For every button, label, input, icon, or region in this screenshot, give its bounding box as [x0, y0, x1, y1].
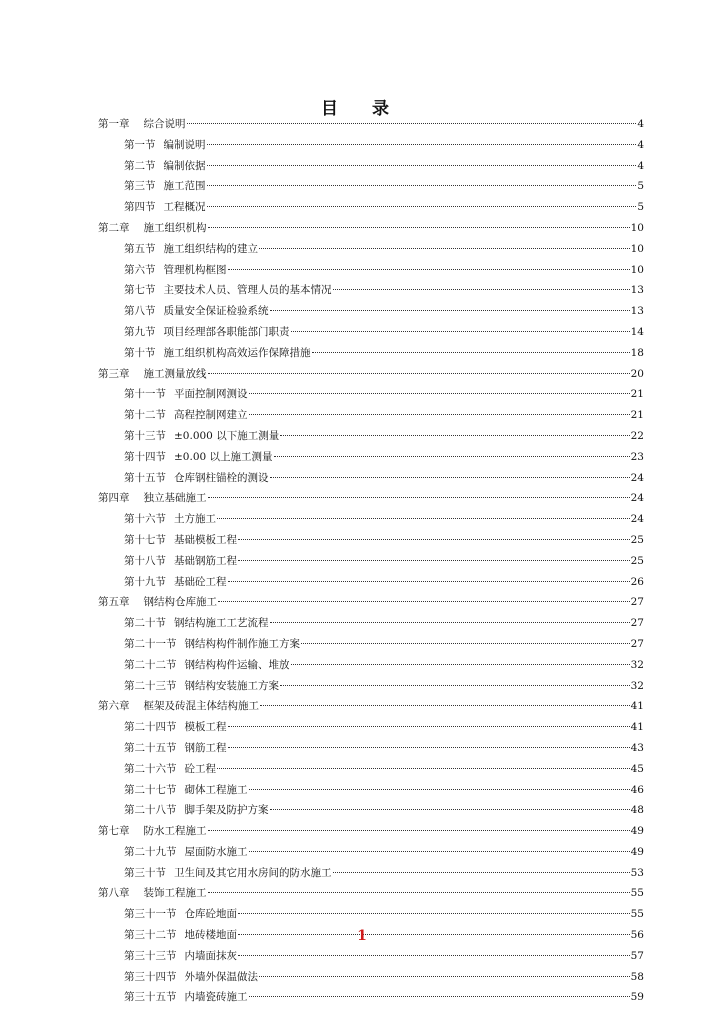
- toc-entry-page: 27: [630, 617, 644, 630]
- toc-entry-number: 第三十四节: [124, 970, 177, 983]
- toc-section-entry[interactable]: [98, 655, 644, 676]
- toc-dot-leader: [333, 872, 630, 873]
- toc-entry-page: 55: [630, 887, 644, 900]
- toc-entry-label: [124, 967, 258, 988]
- toc-entry-page: 24: [630, 471, 644, 484]
- toc-entry-page: 27: [630, 637, 644, 650]
- toc-entry-label: [98, 364, 207, 385]
- toc-dot-leader: [249, 414, 630, 415]
- toc-entry-label: [124, 197, 206, 218]
- toc-entry-text: 施工组织机构高效运作保障措施: [163, 346, 311, 359]
- toc-entry-page: 10: [630, 242, 644, 255]
- toc-section-entry[interactable]: [98, 634, 644, 655]
- toc-dot-leader: [260, 705, 630, 706]
- toc-dot-leader: [280, 435, 629, 436]
- toc-entry-text: 编制说明: [163, 138, 206, 151]
- toc-entry-page: 25: [630, 554, 644, 567]
- toc-entry-number: 第三十三节: [124, 949, 177, 962]
- toc-entry-label: [124, 738, 227, 759]
- toc-entry-number: 第九节: [124, 325, 156, 338]
- toc-entry-page: 49: [630, 825, 644, 838]
- toc-entry-text: 高程控制网建立: [174, 409, 248, 422]
- toc-entry-text: 脚手架及防护方案: [184, 804, 269, 817]
- toc-dot-leader: [218, 601, 630, 602]
- toc-entry-label: [124, 509, 216, 530]
- toc-entry-text: 施工组织结构的建立: [163, 242, 258, 255]
- toc-entry-label: [124, 260, 227, 281]
- toc-dot-leader: [249, 789, 630, 790]
- toc-section-entry[interactable]: [98, 301, 644, 322]
- toc-entry-text: 工程概况: [163, 201, 206, 214]
- toc-dot-leader: [312, 352, 630, 353]
- toc-chapter-entry[interactable]: [98, 821, 644, 842]
- toc-entry-label: [124, 613, 269, 634]
- toc-dot-leader: [208, 892, 630, 893]
- toc-entry-number: 第二十五节: [124, 741, 177, 754]
- toc-entry-page: 26: [630, 575, 644, 588]
- toc-entry-number: 第十八节: [124, 554, 166, 567]
- toc-entry-number: 第五节: [124, 242, 156, 255]
- toc-section-entry[interactable]: [98, 260, 644, 281]
- toc-entry-page: 45: [630, 762, 644, 775]
- toc-entry-page: 55: [630, 908, 644, 921]
- toc-entry-label: [124, 343, 311, 364]
- toc-section-entry[interactable]: [98, 551, 644, 572]
- toc-dot-leader: [217, 518, 630, 519]
- toc-entry-label: [124, 426, 279, 447]
- toc-entry-label: [124, 904, 237, 925]
- toc-chapter-entry[interactable]: [98, 114, 644, 135]
- toc-dot-leader: [238, 539, 630, 540]
- toc-entry-number: 第十二节: [124, 409, 166, 422]
- toc-entry-label: [124, 842, 248, 863]
- toc-section-entry[interactable]: [98, 967, 644, 988]
- toc-section-entry[interactable]: [98, 780, 644, 801]
- toc-entry-number: 第二十七节: [124, 783, 177, 796]
- toc-entry-text: 内墙瓷砖施工: [184, 991, 248, 1004]
- toc-entry-text: 施工范围: [163, 180, 206, 193]
- toc-entry-text: 卫生间及其它用水房间的防水施工: [174, 866, 332, 879]
- toc-entry-page: 14: [630, 325, 644, 338]
- toc-entry-text: 钢结构仓库施工: [143, 596, 217, 609]
- toc-section-entry[interactable]: [98, 842, 644, 863]
- toc-dot-leader: [301, 643, 630, 644]
- toc-chapter-entry[interactable]: [98, 218, 644, 239]
- toc-entry-page: 22: [630, 429, 644, 442]
- toc-entry-label: [124, 572, 227, 593]
- toc-dot-leader: [228, 726, 630, 727]
- toc-entry-number: 第三十一节: [124, 908, 177, 921]
- toc-entry-number: 第四节: [124, 201, 156, 214]
- toc-dot-leader: [270, 310, 630, 311]
- toc-dot-leader: [217, 768, 630, 769]
- toc-dot-leader: [249, 393, 630, 394]
- toc-entry-number: 第二十二节: [124, 658, 177, 671]
- toc-entry-number: 第七节: [124, 284, 156, 297]
- toc-entry-text: 钢结构安装施工方案: [184, 679, 279, 692]
- page-number: 1: [357, 928, 367, 944]
- toc-dot-leader: [270, 477, 630, 478]
- toc-entry-page: 5: [637, 180, 644, 193]
- toc-entry-number: 第二十节: [124, 617, 166, 630]
- toc-entry-text: 模板工程: [184, 721, 227, 734]
- toc-dot-leader: [207, 165, 637, 166]
- toc-section-entry[interactable]: [98, 904, 644, 925]
- toc-dot-leader: [270, 622, 630, 623]
- toc-entry-number: 第三节: [124, 180, 156, 193]
- toc-entry-text: ±0.000 以下施工测量: [174, 429, 280, 442]
- toc-entry-label: [98, 696, 259, 717]
- toc-chapter-entry[interactable]: [98, 883, 644, 904]
- toc-entry-text: ±0.00 以上施工测量: [174, 450, 273, 463]
- toc-section-entry[interactable]: [98, 156, 644, 177]
- toc-section-entry[interactable]: [98, 343, 644, 364]
- toc-entry-text: 仓库钢柱锚栓的测设: [174, 471, 269, 484]
- toc-dot-leader: [208, 830, 630, 831]
- toc-dot-leader: [228, 269, 630, 270]
- toc-entry-page: 43: [630, 741, 644, 754]
- toc-entry-label: [98, 114, 186, 135]
- toc-entry-number: 第十七节: [124, 533, 166, 546]
- toc-entry-label: [124, 863, 332, 884]
- toc-entry-label: [124, 717, 227, 738]
- toc-section-entry[interactable]: [98, 426, 644, 447]
- toc-entry-number: 第二十九节: [124, 845, 177, 858]
- toc-dot-leader: [228, 747, 630, 748]
- toc-entry-text: 砌体工程施工: [184, 783, 248, 796]
- toc-dot-leader: [187, 123, 637, 124]
- toc-entry-text: 独立基础施工: [143, 492, 207, 505]
- toc-entry-number: 第八章: [98, 887, 130, 900]
- toc-entry-label: [124, 759, 216, 780]
- toc-dot-leader: [249, 851, 630, 852]
- toc-entry-page: 21: [630, 409, 644, 422]
- toc-entry-text: 主要技术人员、管理人员的基本情况: [163, 284, 332, 297]
- toc-entry-text: 内墙面抹灰: [184, 949, 237, 962]
- toc-entry-page: 13: [630, 305, 644, 318]
- toc-entry-page: 4: [637, 118, 644, 130]
- toc-entry-number: 第二十八节: [124, 804, 177, 817]
- toc-entry-number: 第六章: [98, 700, 130, 713]
- toc-entry-page: 59: [630, 991, 644, 1004]
- toc-entry-number: 第二十四节: [124, 721, 177, 734]
- toc-dot-leader: [208, 227, 630, 228]
- toc-entry-page: 49: [630, 845, 644, 858]
- toc-entry-number: 第五章: [98, 596, 130, 609]
- toc-entry-number: 第一节: [124, 138, 156, 151]
- toc-entry-label: [124, 468, 269, 489]
- toc-entry-label: [124, 176, 206, 197]
- toc-dot-leader: [291, 664, 630, 665]
- toc-entry-page: 20: [630, 367, 644, 380]
- toc-section-entry[interactable]: [98, 717, 644, 738]
- toc-entry-number: 第十九节: [124, 575, 166, 588]
- toc-entry-number: 第六节: [124, 263, 156, 276]
- toc-section-entry[interactable]: [98, 447, 644, 468]
- toc-entry-number: 第十节: [124, 346, 156, 359]
- toc-entry-page: 53: [630, 866, 644, 879]
- toc-entry-text: 装饰工程施工: [143, 887, 207, 900]
- toc-entry-label: [124, 946, 237, 967]
- toc-entry-text: 钢结构构件制作施工方案: [184, 637, 300, 650]
- toc-chapter-entry[interactable]: [98, 488, 644, 509]
- toc-entry-label: [124, 239, 258, 260]
- toc-section-entry[interactable]: [98, 135, 644, 156]
- toc-entry-label: [124, 301, 269, 322]
- toc-entry-text: 钢结构构件运输、堆放: [184, 658, 290, 671]
- toc-entry-number: 第十五节: [124, 471, 166, 484]
- toc-dot-leader: [238, 955, 630, 956]
- toc-entry-page: 18: [630, 346, 644, 359]
- toc-entry-text: 外墙外保温做法: [184, 970, 258, 983]
- toc-entry-label: [124, 634, 300, 655]
- toc-entry-number: 第十三节: [124, 429, 166, 442]
- toc-entry-label: [124, 551, 237, 572]
- toc-entry-text: 施工测量放线: [143, 367, 207, 380]
- toc-entry-number: 第三章: [98, 367, 130, 380]
- toc-entry-number: 第二十六节: [124, 762, 177, 775]
- toc-entry-number: 第三十二节: [124, 929, 177, 942]
- toc-entry-number: 第八节: [124, 305, 156, 318]
- toc-section-entry[interactable]: [98, 676, 644, 697]
- toc-section-entry[interactable]: [98, 738, 644, 759]
- toc-entry-page: 10: [630, 221, 644, 234]
- toc-entry-page: 32: [630, 679, 644, 692]
- toc-entry-label: [124, 135, 206, 156]
- toc-section-entry[interactable]: [98, 176, 644, 197]
- toc-entry-number: 第二节: [124, 159, 156, 172]
- toc-dot-leader: [291, 331, 630, 332]
- toc-entry-page: 57: [630, 949, 644, 962]
- toc-section-entry[interactable]: [98, 530, 644, 551]
- toc-entry-label: [98, 488, 207, 509]
- toc-entry-label: [124, 280, 332, 301]
- toc-entry-number: 第十六节: [124, 513, 166, 526]
- toc-chapter-entry[interactable]: [98, 592, 644, 613]
- toc-entry-text: 施工组织机构: [143, 221, 207, 234]
- toc-entry-label: [98, 218, 207, 239]
- toc-entry-label: [124, 447, 273, 468]
- toc-section-entry[interactable]: [98, 280, 644, 301]
- toc-entry-text: 屋面防水施工: [184, 845, 248, 858]
- toc-entry-label: [98, 821, 207, 842]
- toc-entry-page: 27: [630, 596, 644, 609]
- toc-entry-page: 24: [630, 492, 644, 505]
- toc-entry-text: 防水工程施工: [143, 825, 207, 838]
- toc-entry-number: 第四章: [98, 492, 130, 505]
- toc-entry-page: 23: [630, 450, 644, 463]
- toc-entry-label: [124, 384, 248, 405]
- toc-section-entry[interactable]: [98, 322, 644, 343]
- toc-section-entry[interactable]: [98, 863, 644, 884]
- toc-entry-page: 48: [630, 804, 644, 817]
- toc-entry-label: [124, 322, 290, 343]
- toc-section-entry[interactable]: [98, 759, 644, 780]
- toc-entry-page: 5: [637, 201, 644, 214]
- toc-entry-page: 21: [630, 388, 644, 401]
- toc-section-entry[interactable]: [98, 613, 644, 634]
- toc-entry-text: 土方施工: [174, 513, 216, 526]
- toc-dot-leader: [238, 560, 630, 561]
- toc-entry-text: 综合说明: [143, 118, 186, 130]
- toc-entry-page: 13: [630, 284, 644, 297]
- toc-dot-leader: [333, 289, 630, 290]
- toc-entry-number: 第一章: [98, 118, 130, 130]
- toc-chapter-entry[interactable]: [98, 696, 644, 717]
- toc-dot-leader: [280, 685, 630, 686]
- toc-dot-leader: [249, 996, 630, 997]
- toc-entry-number: 第二十一节: [124, 637, 177, 650]
- toc-entry-text: 钢筋工程: [184, 741, 227, 754]
- toc-entry-number: 第十四节: [124, 450, 166, 463]
- toc-dot-leader: [208, 497, 630, 498]
- toc-section-entry[interactable]: [98, 197, 644, 218]
- toc-entry-label: [98, 592, 217, 613]
- toc-entry-page: 25: [630, 533, 644, 546]
- toc-entry-text: 框架及砖混主体结构施工: [143, 700, 259, 713]
- toc-entry-text: 仓库砼地面: [184, 908, 237, 921]
- toc-entry-number: 第二十三节: [124, 679, 177, 692]
- toc-dot-leader: [270, 809, 630, 810]
- toc-entry-page: 56: [630, 929, 644, 942]
- toc-section-entry[interactable]: [98, 405, 644, 426]
- toc-entry-page: 4: [637, 138, 644, 151]
- toc-dot-leader: [207, 185, 637, 186]
- toc-entry-text: 钢结构施工工艺流程: [174, 617, 269, 630]
- toc-entry-number: 第七章: [98, 825, 130, 838]
- toc-entry-label: [98, 883, 207, 904]
- toc-entry-text: 编制依据: [163, 159, 206, 172]
- toc-entry-number: 第三十五节: [124, 991, 177, 1004]
- toc-dot-leader: [208, 373, 630, 374]
- toc-dot-leader: [259, 976, 630, 977]
- toc-section-entry[interactable]: [98, 239, 644, 260]
- toc-entry-page: 24: [630, 513, 644, 526]
- toc-entry-number: 第二章: [98, 221, 130, 234]
- toc-section-entry[interactable]: [98, 572, 644, 593]
- toc-entry-text: 基础砼工程: [174, 575, 227, 588]
- toc-entry-label: [124, 780, 248, 801]
- toc-dot-leader: [238, 913, 630, 914]
- toc-section-entry[interactable]: [98, 384, 644, 405]
- toc-entry-text: 地砖楼地面: [184, 929, 237, 942]
- toc-entry-label: [124, 987, 248, 1008]
- toc-entry-text: 质量安全保证检验系统: [163, 305, 269, 318]
- toc-dot-leader: [207, 206, 637, 207]
- toc-section-entry[interactable]: [98, 800, 644, 821]
- toc-entry-text: 项目经理部各职能部门职责: [163, 325, 290, 338]
- toc-entry-text: 基础钢筋工程: [174, 554, 237, 567]
- toc-entry-label: [124, 676, 279, 697]
- toc-entry-label: [124, 405, 248, 426]
- toc-entry-text: 平面控制网测设: [174, 388, 248, 401]
- table-of-contents: [98, 114, 644, 1008]
- toc-section-entry[interactable]: [98, 468, 644, 489]
- toc-entry-number: 第十一节: [124, 388, 166, 401]
- toc-entry-page: 32: [630, 658, 644, 671]
- toc-entry-text: 砼工程: [184, 762, 216, 775]
- toc-dot-leader: [259, 248, 630, 249]
- toc-entry-label: [124, 800, 269, 821]
- toc-dot-leader: [207, 144, 637, 145]
- toc-section-entry[interactable]: [98, 946, 644, 967]
- toc-entry-page: 46: [630, 783, 644, 796]
- toc-section-entry[interactable]: [98, 987, 644, 1008]
- toc-entry-text: 管理机构框图: [163, 263, 227, 276]
- toc-entry-page: 10: [630, 263, 644, 276]
- toc-entry-page: 41: [630, 700, 644, 713]
- toc-entry-label: [124, 655, 290, 676]
- toc-dot-leader: [274, 456, 630, 457]
- toc-entry-number: 第三十节: [124, 866, 166, 879]
- toc-title: 目 录: [321, 99, 403, 119]
- toc-entry-label: [124, 530, 237, 551]
- toc-entry-page: 4: [637, 159, 644, 172]
- toc-entry-page: 41: [630, 721, 644, 734]
- toc-section-entry[interactable]: [98, 509, 644, 530]
- toc-entry-text: 基础模板工程: [174, 533, 237, 546]
- toc-entry-page: 58: [630, 970, 644, 983]
- toc-chapter-entry[interactable]: [98, 364, 644, 385]
- toc-entry-label: [124, 156, 206, 177]
- toc-dot-leader: [228, 581, 630, 582]
